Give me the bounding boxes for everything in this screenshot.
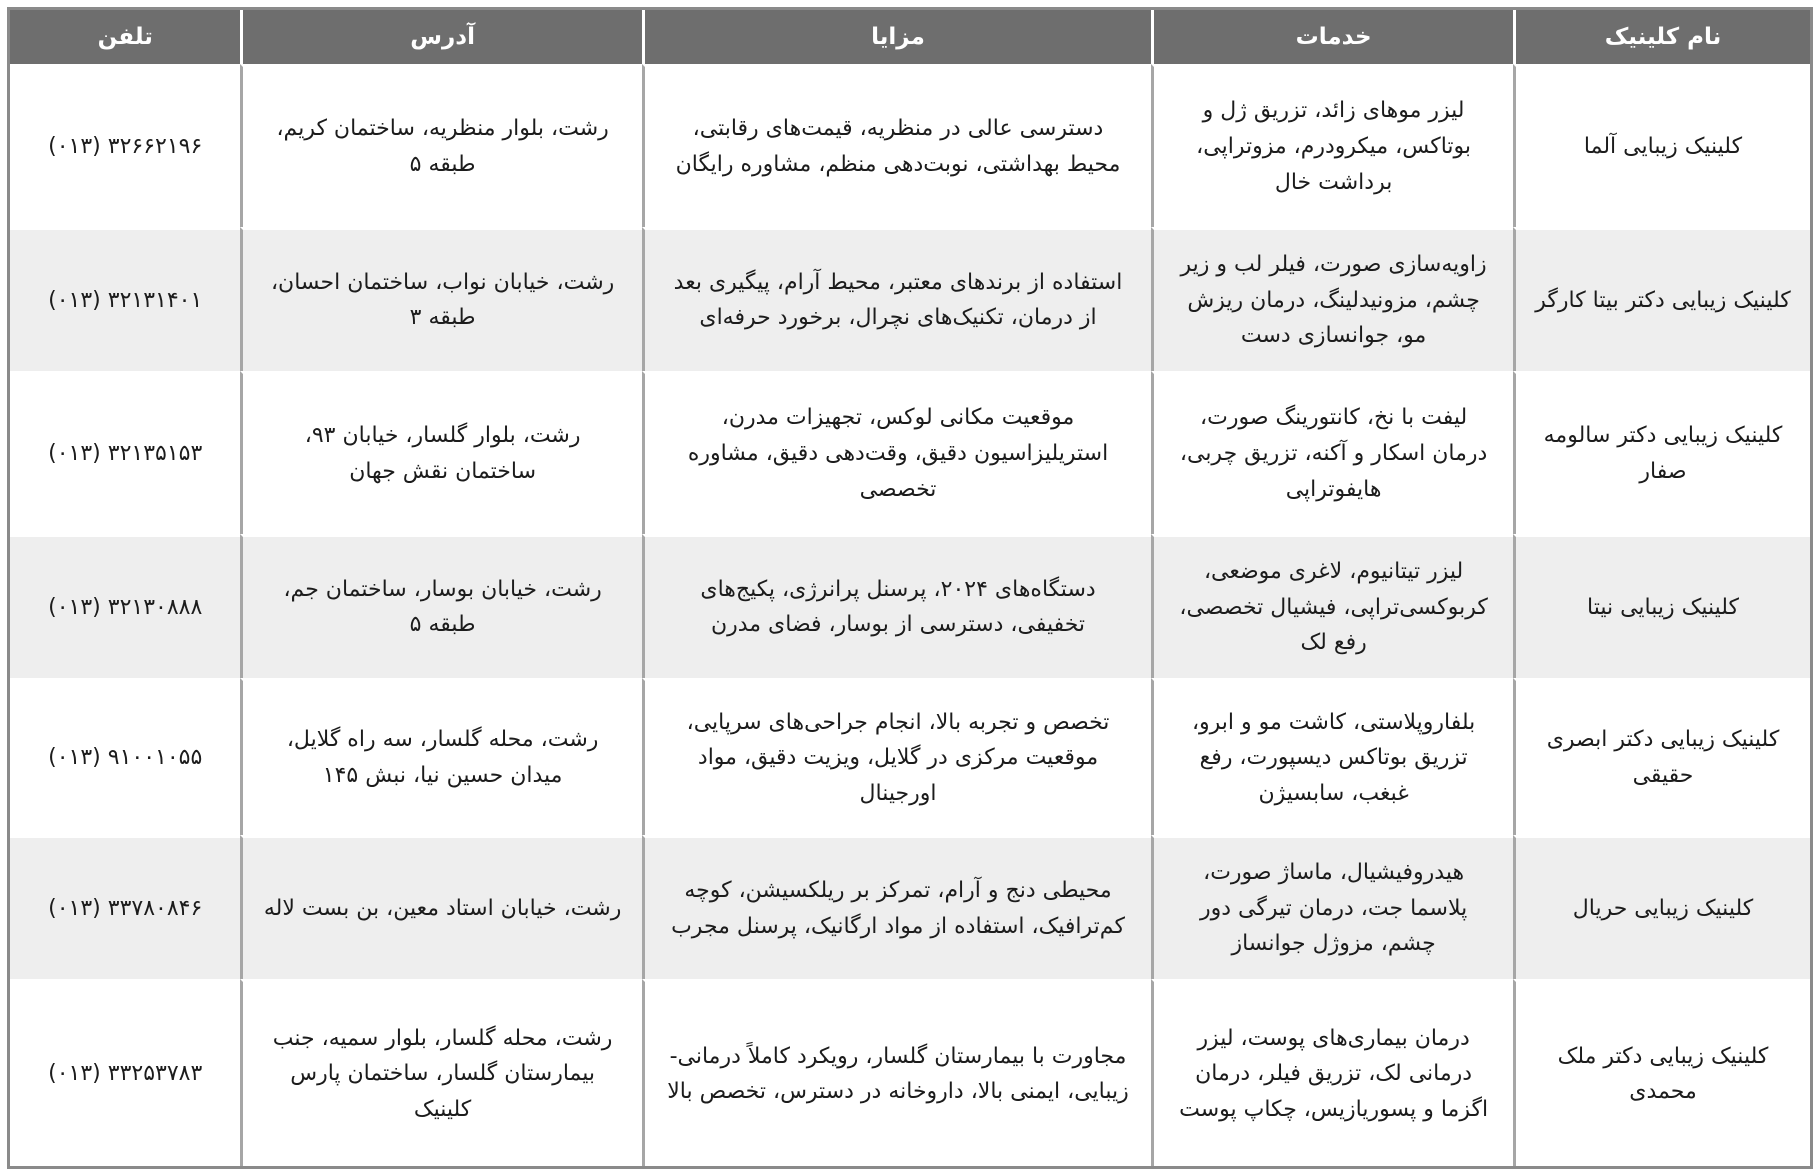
services-cell: درمان بیماری‌های پوست، لیزر درمانی لک، تزریق فیلر، درمان اگزما و پسوریازیس، چکاپ پوست [1151,979,1513,1166]
header-row [10,10,1810,64]
table-row [10,835,1810,980]
services-cell: زاویه‌سازی صورت، فیلر لب و زیر چشم، مزونیدلینگ، درمان ریزش مو، جوانسازی دست [1151,227,1513,372]
phone-cell: ۹۱۰۰۱۰۵۵ (۰۱۳) [10,678,240,835]
clinic-name-cell: کلینیک زیبایی حریال [1513,835,1810,980]
header-clinic-name: نام کلینیک [1513,10,1810,64]
benefits-cell: دستگاه‌های ۲۰۲۴، پرسنل پرانرژی، پکیج‌های تخفیفی، دسترسی از بوسار، فضای مدرن [642,534,1151,679]
address-cell: رشت، محله گلسار، سه راه گلایل، میدان حسین نیا، نبش ۱۴۵ [240,678,641,835]
clinics-table [7,7,1813,1169]
clinic-name-cell: کلینیک زیبایی نیتا [1513,534,1810,679]
address-cell: رشت، بلوار گلسار، خیابان ۹۳، ساختمان نقش جهان [240,371,641,534]
clinic-name-cell: کلینیک زیبایی دکتر ابصری حقیقی [1513,678,1810,835]
table-header [10,10,1810,64]
header-phone: تلفن [10,10,240,64]
header-benefits: مزایا [642,10,1151,64]
table-row [10,979,1810,1166]
clinic-name-cell: کلینیک زیبایی دکتر بیتا کارگر [1513,227,1810,372]
phone-cell: ۳۲۱۳۱۴۰۱ (۰۱۳) [10,227,240,372]
benefits-cell: موقعیت مکانی لوکس، تجهیزات مدرن، استریلیزاسیون دقیق، وقت‌دهی دقیق، مشاوره تخصصی [642,371,1151,534]
address-cell: رشت، بلوار منظریه، ساختمان کریم، طبقه ۵ [240,64,641,227]
table-body [10,64,1810,1166]
table-row [10,227,1810,372]
address-cell: رشت، خیابان استاد معین، بن بست لاله [240,835,641,980]
address-cell: رشت، محله گلسار، بلوار سمیه، جنب بیمارستان گلسار، ساختمان پارس کلینیک [240,979,641,1166]
benefits-cell: استفاده از برندهای معتبر، محیط آرام، پیگیری بعد از درمان، تکنیک‌های نچرال، برخورد حرفه‌ای [642,227,1151,372]
table-row [10,64,1810,227]
services-cell: هیدروفیشیال، ماساژ صورت، پلاسما جت، درمان تیرگی دور چشم، مزوژل جوانساز [1151,835,1513,980]
services-cell: لیفت با نخ، کانتورینگ صورت، درمان اسکار و آکنه، تزریق چربی، هایفوتراپی [1151,371,1513,534]
header-address: آدرس [240,10,641,64]
phone-cell: ۳۳۷۸۰۸۴۶ (۰۱۳) [10,835,240,980]
clinic-name-cell: کلینیک زیبایی دکتر سالومه صفار [1513,371,1810,534]
services-cell: لیزر موهای زائد، تزریق ژل و بوتاکس، میکرودرم، مزوتراپی، برداشت خال [1151,64,1513,227]
services-cell: بلفاروپلاستی، کاشت مو و ابرو، تزریق بوتاکس دیسپورت، رفع غبغب، سابسیژن [1151,678,1513,835]
phone-cell: ۳۳۲۵۳۷۸۳ (۰۱۳) [10,979,240,1166]
clinic-name-cell: کلینیک زیبایی دکتر ملک محمدی [1513,979,1810,1166]
benefits-cell: دسترسی عالی در منظریه، قیمت‌های رقابتی، محیط بهداشتی، نوبت‌دهی منظم، مشاوره رایگان [642,64,1151,227]
table-row [10,534,1810,679]
clinic-name-cell: کلینیک زیبایی آلما [1513,64,1810,227]
benefits-cell: محیطی دنج و آرام، تمرکز بر ریلکسیشن، کوچه کم‌ترافیک، استفاده از مواد ارگانیک، پرسنل مجرب [642,835,1151,980]
header-services: خدمات [1151,10,1513,64]
address-cell: رشت، خیابان بوسار، ساختمان جم، طبقه ۵ [240,534,641,679]
phone-cell: ۳۲۱۳۵۱۵۳ (۰۱۳) [10,371,240,534]
phone-cell: ۳۲۶۶۲۱۹۶ (۰۱۳) [10,64,240,227]
table-row [10,371,1810,534]
services-cell: لیزر تیتانیوم، لاغری موضعی، کربوکسی‌تراپی، فیشیال تخصصی، رفع لک [1151,534,1513,679]
phone-cell: ۳۲۱۳۰۸۸۸ (۰۱۳) [10,534,240,679]
benefits-cell: تخصص و تجربه بالا، انجام جراحی‌های سرپایی، موقعیت مرکزی در گلایل، ویزیت دقیق، مواد اورجینال [642,678,1151,835]
address-cell: رشت، خیابان نواب، ساختمان احسان، طبقه ۳ [240,227,641,372]
benefits-cell: مجاورت با بیمارستان گلسار، رویکرد کاملاً درمانی-زیبایی، ایمنی بالا، داروخانه در دسترس، تخصص بالا [642,979,1151,1166]
table-row [10,678,1810,835]
